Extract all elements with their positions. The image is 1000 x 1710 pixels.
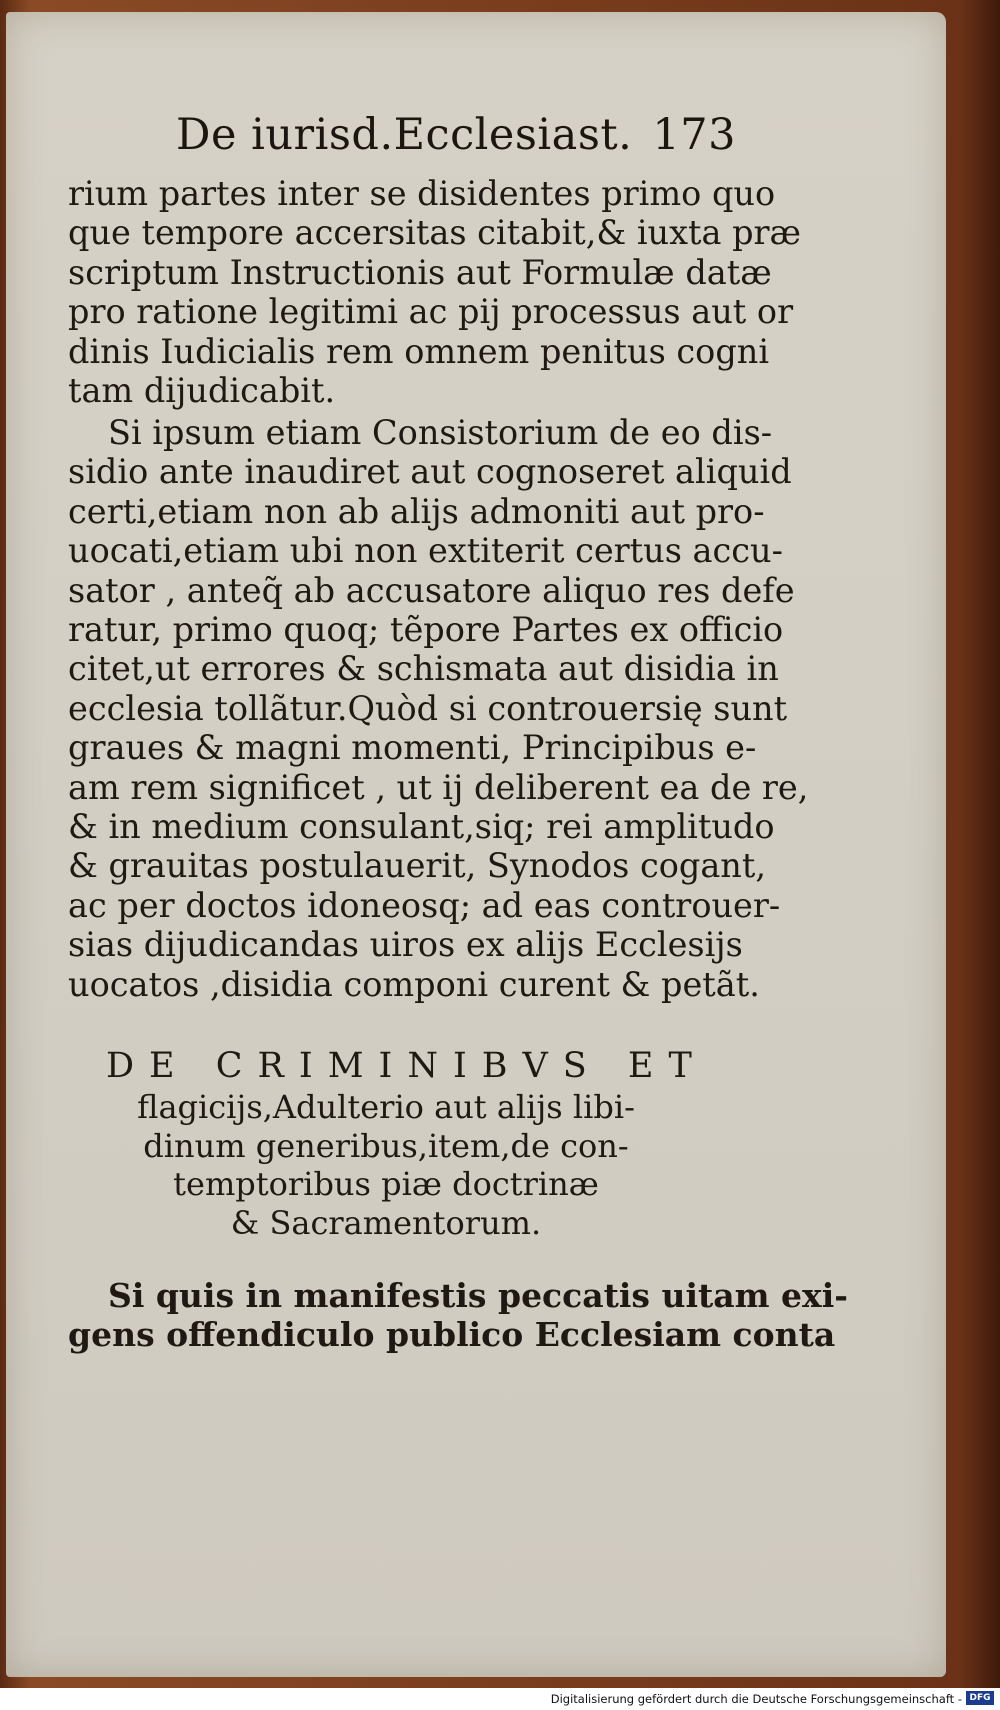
running-head-title: De iurisd.Ecclesiast. xyxy=(176,110,633,160)
text-line: certi,etiam non ab alijs admoniti aut pro- xyxy=(68,491,765,531)
running-head xyxy=(176,110,736,160)
book-page xyxy=(6,12,946,1677)
text-line: sias dijudicandas uiros ex alijs Ecclesijs xyxy=(68,925,743,965)
text-line: pro ratione legitimi ac pij processus aut or xyxy=(68,292,794,332)
text-line: dinis Iudicialis rem omnem penitus cogni xyxy=(68,331,770,371)
text-line: uocatos ,disidia componi curent & petãt. xyxy=(68,964,760,1004)
dfg-logo-icon: DFG xyxy=(966,1691,994,1705)
text-line: sator , anteq̃ ab accusatore aliquo res defe xyxy=(68,570,795,610)
text-line: tam dijudicabit. xyxy=(68,371,336,411)
text-line: ratur, primo quoq; tẽpore Partes ex officio xyxy=(68,610,784,650)
text-line: rium partes inter se disidentes primo quo xyxy=(68,174,776,213)
section-heading xyxy=(106,1044,707,1242)
page-number: 173 xyxy=(652,110,736,160)
section-heading-line: flagicijs,Adulterio aut alijs libi- xyxy=(137,1088,635,1126)
paragraph-2 xyxy=(68,413,809,1004)
text-line: que tempore accersitas citabit,& iuxta præ xyxy=(68,213,802,253)
text-line: graues & magni momenti, Principibus e- xyxy=(68,728,757,768)
text-line: sidio ante inaudiret aut cognoseret aliquid xyxy=(68,452,792,492)
section-heading-line: temptoribus piæ doctrinæ xyxy=(173,1165,599,1203)
section-heading-line: & Sacramentorum. xyxy=(230,1203,542,1242)
section-heading-line: dinum generibus,item,de con- xyxy=(143,1126,629,1165)
text-line: scriptum Instructionis aut Formulæ datæ xyxy=(68,252,772,292)
section-heading-caps: DE CRIMINIBVS ET xyxy=(106,1046,707,1086)
text-line: & grauitas postulauerit, Synodos cogant, xyxy=(68,846,766,886)
text-line: ac per doctos idoneosq; ad eas controuer- xyxy=(68,885,781,925)
paragraph-1 xyxy=(68,174,802,411)
footer-credit: Digitalisierung gefördert durch die Deutsche Forschungsgemeinschaft - xyxy=(550,1692,962,1706)
text-line: am rem significet , ut ij deliberent ea de re, xyxy=(68,767,809,807)
text-line: Si ipsum etiam Consistorium de eo dis- xyxy=(108,413,773,452)
text-line: uocati,etiam ubi non extiterit certus accu- xyxy=(68,531,783,571)
digitization-footer xyxy=(0,1688,1000,1710)
text-line: & in medium consulant,siq; rei amplitudo xyxy=(68,807,775,847)
paragraph-3 xyxy=(68,1276,848,1355)
text-line: Si quis in manifestis peccatis uitam exi- xyxy=(108,1276,848,1315)
text-line: gens offendiculo publico Ecclesiam conta xyxy=(68,1315,836,1355)
text-line: citet,ut errores & schismata aut disidia in xyxy=(68,649,779,689)
text-line: ecclesia tollãtur.Quòd si controuersię sunt xyxy=(68,688,788,728)
